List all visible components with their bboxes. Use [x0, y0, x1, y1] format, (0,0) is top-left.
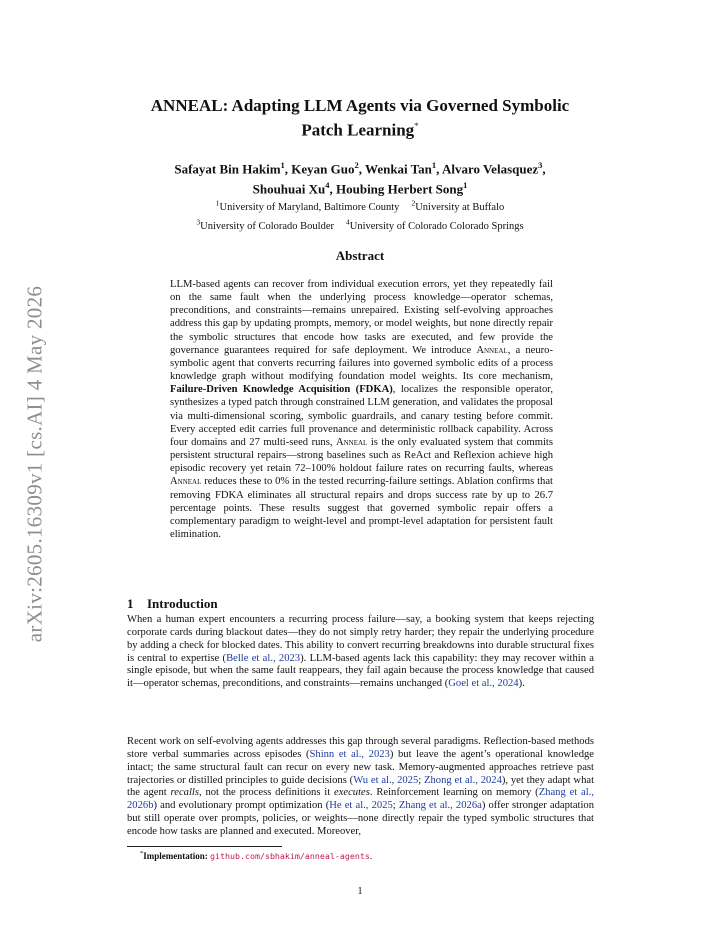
footnote-mark: * [140, 850, 144, 857]
author-list: Safayat Bin Hakim$^1$, Keyan Guo$^2$, Wenkai Tan$^1$, Alvaro Velasquez$^3$, Shouhuai Xu$^4$, Houbing Herbert Song$^1$ [174, 160, 546, 197]
author-affiliation-mark: 1 [463, 180, 468, 191]
author-name: Houbing Herbert Song [336, 181, 464, 197]
author-affiliation-mark: 2 [354, 160, 359, 170]
affiliations [110, 195, 610, 234]
footnote: *Implementation: github.com/sbhakim/anneal-agents. [140, 850, 373, 861]
citation-link[interactable]: Shinn et al., 2023 [309, 748, 390, 760]
citation-link[interactable]: Wu et al., 2025 [353, 774, 419, 786]
citation-link[interactable]: Zhang et al., 2026a [398, 800, 482, 812]
affiliation: $^4$University of Colorado Colorado Springs [346, 217, 524, 232]
implementation-link[interactable]: github.com/sbhakim/anneal-agents [210, 851, 370, 861]
abstract-text: LLM-based agents can recover from individual execution errors, yet they repeatedly fail on the same fault when the underlying process knowledge—operator schemas, preconditions, and constraints—remains unrepaired. Existing self-evolving approaches address this gap by updating prompts, memory, or model weights, but none directly repair the symbolic structures that encode how tasks are executed, and few provide the governance guarantees required for safe deployment. We introduce Anneal, a neuro-symbolic agent that converts recurring failures into governed symbolic edits of a process knowledge graph without modifying foundation model weights. Its core mechanism, Failure-Driven Knowledge Acquisition (FDKA), localizes the responsible operator, synthesizes a typed patch through constrained LLM generation, and validates the proposal via multi-dimensional scoring, symbolic guardrails, and canary testing before commit. Every accepted edit carries full provenance and deterministic rollback capability. Across four domains and 27 multi-seed runs, Anneal is the only evaluated system that commits persistent structural repairs—strong baselines such as ReAct and Reflexion achieve high episodic recovery yet retain 72–100% holdout failure rates on recurring faults, whereas Anneal reduces these to 0% in the tested recurring-failure settings. Ablation confirms that removing FDKA eliminates all structural repairs and drops success rate by up to 26.7 percentage points. These results suggest that governed symbolic repair offers a complementary paradigm to weight-level and prompt-level adaptation for persistent fault elimination. [170, 279, 553, 540]
author-affiliation-mark: 1 [431, 160, 437, 170]
section-number: 1 [127, 596, 134, 611]
author-name: Safayat Bin Hakim [174, 161, 281, 177]
author-affiliation-mark: 1 [280, 160, 285, 170]
title-line-1: ANNEAL: Adapting LLM Agents via Governed Symbolic [150, 96, 570, 115]
paper-title [120, 95, 600, 141]
citation-link[interactable]: Goel et al., 2024 [448, 678, 519, 690]
author-name: Alvaro Velasquez [441, 161, 539, 177]
mechanism-name: Failure-Driven Knowledge Acquisition (FDKA) [170, 384, 393, 396]
abstract-heading: Abstract [335, 248, 385, 263]
author-affiliation-mark: 4 [325, 180, 330, 191]
section-heading [127, 596, 218, 612]
footnote-divider [127, 846, 282, 847]
intro-paragraph-2: Recent work on self-evolving agents addresses this gap through several paradigms. Reflection-based methods store verbal summaries across episodes (Shinn et al., 2023) but leave the agent’s operational knowledge intact; the same structural fault can recur on every new task. Memory-augmented approaches retrieve past trajectories or distilled principles to guide decisions (Wu et al., 2025; Zhong et al., 2024), yet they adapt what the agent recalls, not the process definitions it executes. Reinforcement learning on memory (Zhang et al., 2026b) and evolutionary prompt optimization (He et al., 2025; Zhang et al., 2026a) offer stronger adaptation but still operate over prompts, policies, or weights—none directly repair the typed symbolic structures that encode how tasks are planned and executed. Moreover, [127, 736, 595, 837]
citation-link[interactable]: Belle et al., 2023 [226, 652, 301, 664]
citation-link[interactable]: He et al., 2025 [329, 800, 393, 812]
author-name: Wenkai Tan [365, 161, 432, 177]
section-title: Introduction [147, 596, 218, 611]
intro-paragraph-1: When a human expert encounters a recurring process failure—say, a booking system that keeps rejecting corporate cards during blackout dates—they do not simply retry harder; they repair the underlying procedure by adding a check for blocked dates. This ability to convert recurring breakdowns into durable structural fixes is central to expertise (Belle et al., 2023). LLM-based agents lack this capability: they may recover within a single episode, but when the same fault reappears, they fail again because the process knowledge that caused it—operator schemas, preconditions, and constraints—remains unchanged (Goel et al., 2024). [127, 614, 594, 690]
footnote-label: Implementation: [143, 851, 208, 861]
author-name: Keyan Guo [291, 161, 355, 177]
page-number: 1 [357, 886, 363, 897]
system-name: Anneal [335, 436, 368, 448]
title-footnote-mark: * [414, 121, 419, 131]
author-affiliation-mark: 3 [538, 160, 543, 170]
arxiv-side-stamp [22, 264, 48, 664]
affiliation: $^1$University of Maryland, Baltimore County [215, 198, 400, 213]
citation-link[interactable]: Zhong et al., 2024 [424, 774, 502, 786]
author-name: Shouhuai Xu [252, 181, 326, 197]
system-name: Anneal [170, 476, 202, 488]
citation-link[interactable]: Zhang et al., 2026b [127, 787, 594, 812]
arxiv-identifier: arXiv:2605.16309v1 [cs.AI] 4 May 2026 [22, 285, 47, 643]
affiliation: $^3$University of Colorado Boulder [196, 217, 335, 232]
title-line-2: Patch Learning [301, 120, 415, 140]
affiliation: $^2$University at Buffalo [411, 198, 505, 213]
system-name: Anneal [476, 344, 508, 356]
